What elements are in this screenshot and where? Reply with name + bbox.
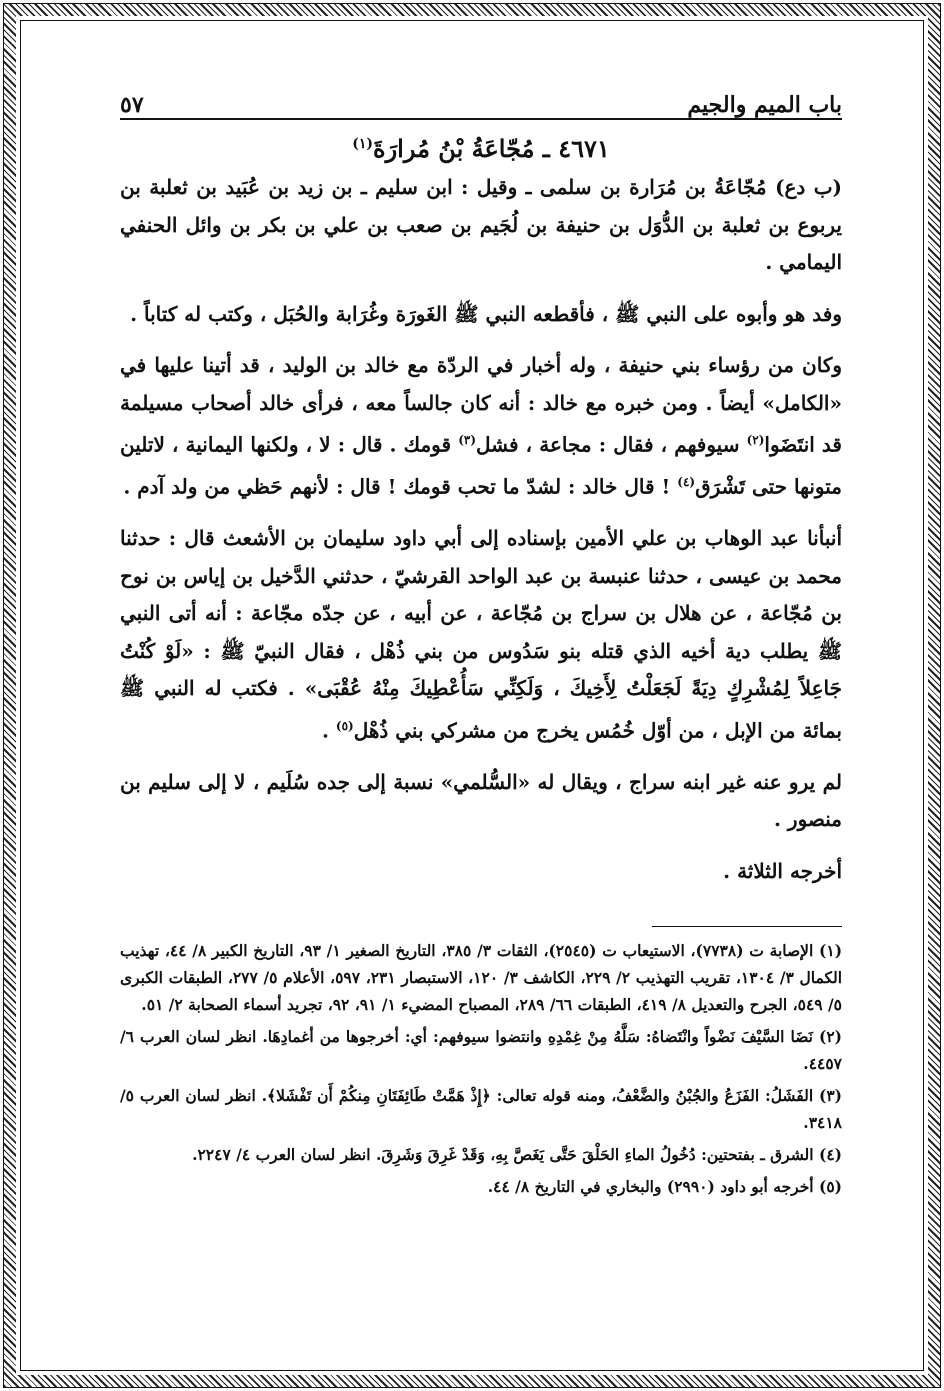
paragraph-ridda bbox=[120, 347, 842, 506]
hadith-text-b: . فكتب له النبي ﷺ بمائة من الإبل ، من أوّل خُمُس يخرج من مشركي بني ذُهْل bbox=[120, 676, 842, 743]
footnote-ref-4: (٤) bbox=[677, 475, 696, 490]
footnote-ref-2: (٢) bbox=[746, 433, 765, 447]
ridda-text-a: وكان من رؤساء بني حنيفة ، وله أخبار في الردّة مع خالد بن الوليد ، قد أتينا عليها في «الكامل» أيضاً . ومن خبره مع خالد : أنه كان جالساً معه ، فرأى خالد أصحاب مسيلمة قد انتَضَوا bbox=[120, 353, 842, 457]
paragraph-lineage: (ب دع) مُجّاعَةُ بن مُرَارة بن سلمى ـ وقيل : ابن سليم ـ بن زيد بن عُبَيد بن ثعلبة بن يربوع بن ثعلبة بن الدُّوَل بن حنيفة بن لُجَيم بن صعب بن علي بن بكر بن وائل الحنفي اليمامي . bbox=[120, 175, 842, 274]
paragraph-takhrij: أخرجه الثلاثة . bbox=[723, 858, 842, 883]
running-header bbox=[120, 78, 842, 120]
footnote-3: (٣) الفَشَلُ: الفَزَعُ والجُبْنُ والضَّعْفُ، ومنه قوله تعالى: ﴿إِذْ هَمَّتْ طَائِفَتَانِ مِنكُمْ أَن تَفْشَلا﴾. انظر لسان العرب ٥/ ٣٤١٨. bbox=[120, 1086, 842, 1133]
footnote-5: (٥) أخرجه أبو داود (٢٩٩٠) والبخاري في التاريخ ٨/ ٤٤. bbox=[487, 1177, 842, 1197]
entry-title-text: ٤٦٧١ ـ مُجّاعَةُ بْنُ مُرارَةَ bbox=[373, 134, 610, 163]
footnote-1: (١) الإصابة ت (٧٧٣٨)، الاستيعاب ت (٢٥٤٥)، الثقات ٣/ ٣٨٥، التاريخ الصغير ١/ ٩٣، التاريخ الكبير ٨/ ٤٤، تهذيب الكمال ٣/ ١٣٠٤، تقريب التهذيب ٢/ ٢٢٩، الكاشف ٣/ ١٢٠، الاستبصار ٢٣١، ٥٩٧، الأعلام ٥/ ٢٧٧، الطبقات الكبرى ٥/ ٥٤٩، الجرح والتعديل ٨/ ٤١٩، الطبقات ٦٦/ ٢٨٩، المصباح المضيء ١/ ٩١، ٩٢، تجريد أسماء الصحابة ٢/ ٥١. bbox=[120, 941, 843, 1015]
footnote-ref-3: (٣) bbox=[458, 433, 477, 447]
footnotes bbox=[120, 937, 842, 1200]
isnad-text: أنبأنا عبد الوهاب بن علي الأمين بإسناده إلى أبي داود سليمان بن الأشعث قال : حدثنا محمد بن عيسى ، حدثنا عنبسة بن عبد الواحد القرشيّ ، حدثني الدَّخيل بن إياس بن نوح بن مُجّاعة ، عن هلال بن سراج بن مُجّاعة ، عن أبيه ، عن جدّه مجّاعة : أنه أتى النبي ﷺ يطلب دية أخيه الذي قتله بنو سَدُوس من بني ذُهْل ، فقال النبيّ ﷺ : bbox=[120, 526, 842, 663]
footnote-4: (٤) الشرق ـ بفتحتين: دُخُولُ الماءِ الحَلْقَ حَتَّى يَغَصَّ بِهِ، وَقَدْ غَرِقَ وَشَرِقَ. انظر لسان العرب ٤/ ٢٢٤٧. bbox=[192, 1145, 842, 1165]
paragraph-delegation: وفد هو وأبوه على النبي ﷺ ، فأقطعه النبي ﷺ الغَورَة وغُرَابة والحُبَل ، وكتب له كتاباً . bbox=[130, 301, 842, 326]
chapter-title: باب الميم والجيم bbox=[687, 92, 842, 118]
ridda-text-c: قومك . قال : لا ، ولكنها اليمانية ، لاتلين متونها حتى تَشْرَق bbox=[120, 432, 842, 499]
hadith-text-c: . bbox=[321, 718, 336, 743]
footnote-2: (٢) نَضَا السَّيْفَ نَضْواً وانْتَضاهُ: سَلَّهُ مِنْ غِمْدِهِ وانتضوا سيوفهم: أي: أخرجوها من أغمادِهَا. انظر لسان العرب ٦/ ٤٤٥٧. bbox=[120, 1027, 842, 1074]
footnote-ref-1: (١) bbox=[352, 136, 374, 152]
footnote-ref-5: (٥) bbox=[335, 718, 354, 733]
paragraph-hadith bbox=[120, 520, 842, 750]
footnote-separator bbox=[652, 926, 842, 927]
ridda-text-d: ! قال خالد : لشدّ ما تحب قومك ! قال : لأنهم حَظي من ولد آدم . bbox=[123, 474, 678, 499]
ridda-text-b: سيوفهم ، فقال : مجاعة ، فشل bbox=[476, 432, 747, 457]
hadith-quote: «لَوْ كُنْتُ جَاعِلاً لِمُشْرِكٍ دِيَةً لَجَعَلْتُ لِأَخِيكَ ، وَلَكِنِّي سَأُعْطِيكَ مِنْهُ عُقْبَى» bbox=[120, 638, 842, 701]
page-number: ٥٧ bbox=[120, 92, 144, 118]
page-content bbox=[120, 78, 842, 1205]
entry-title bbox=[120, 134, 842, 163]
paragraph-narration: لم يرو عنه غير ابنه سراج ، ويقال له «السُّلمي» نسبة إلى جده سُلَيم ، لا إلى سليم بن منصور . bbox=[120, 769, 842, 832]
